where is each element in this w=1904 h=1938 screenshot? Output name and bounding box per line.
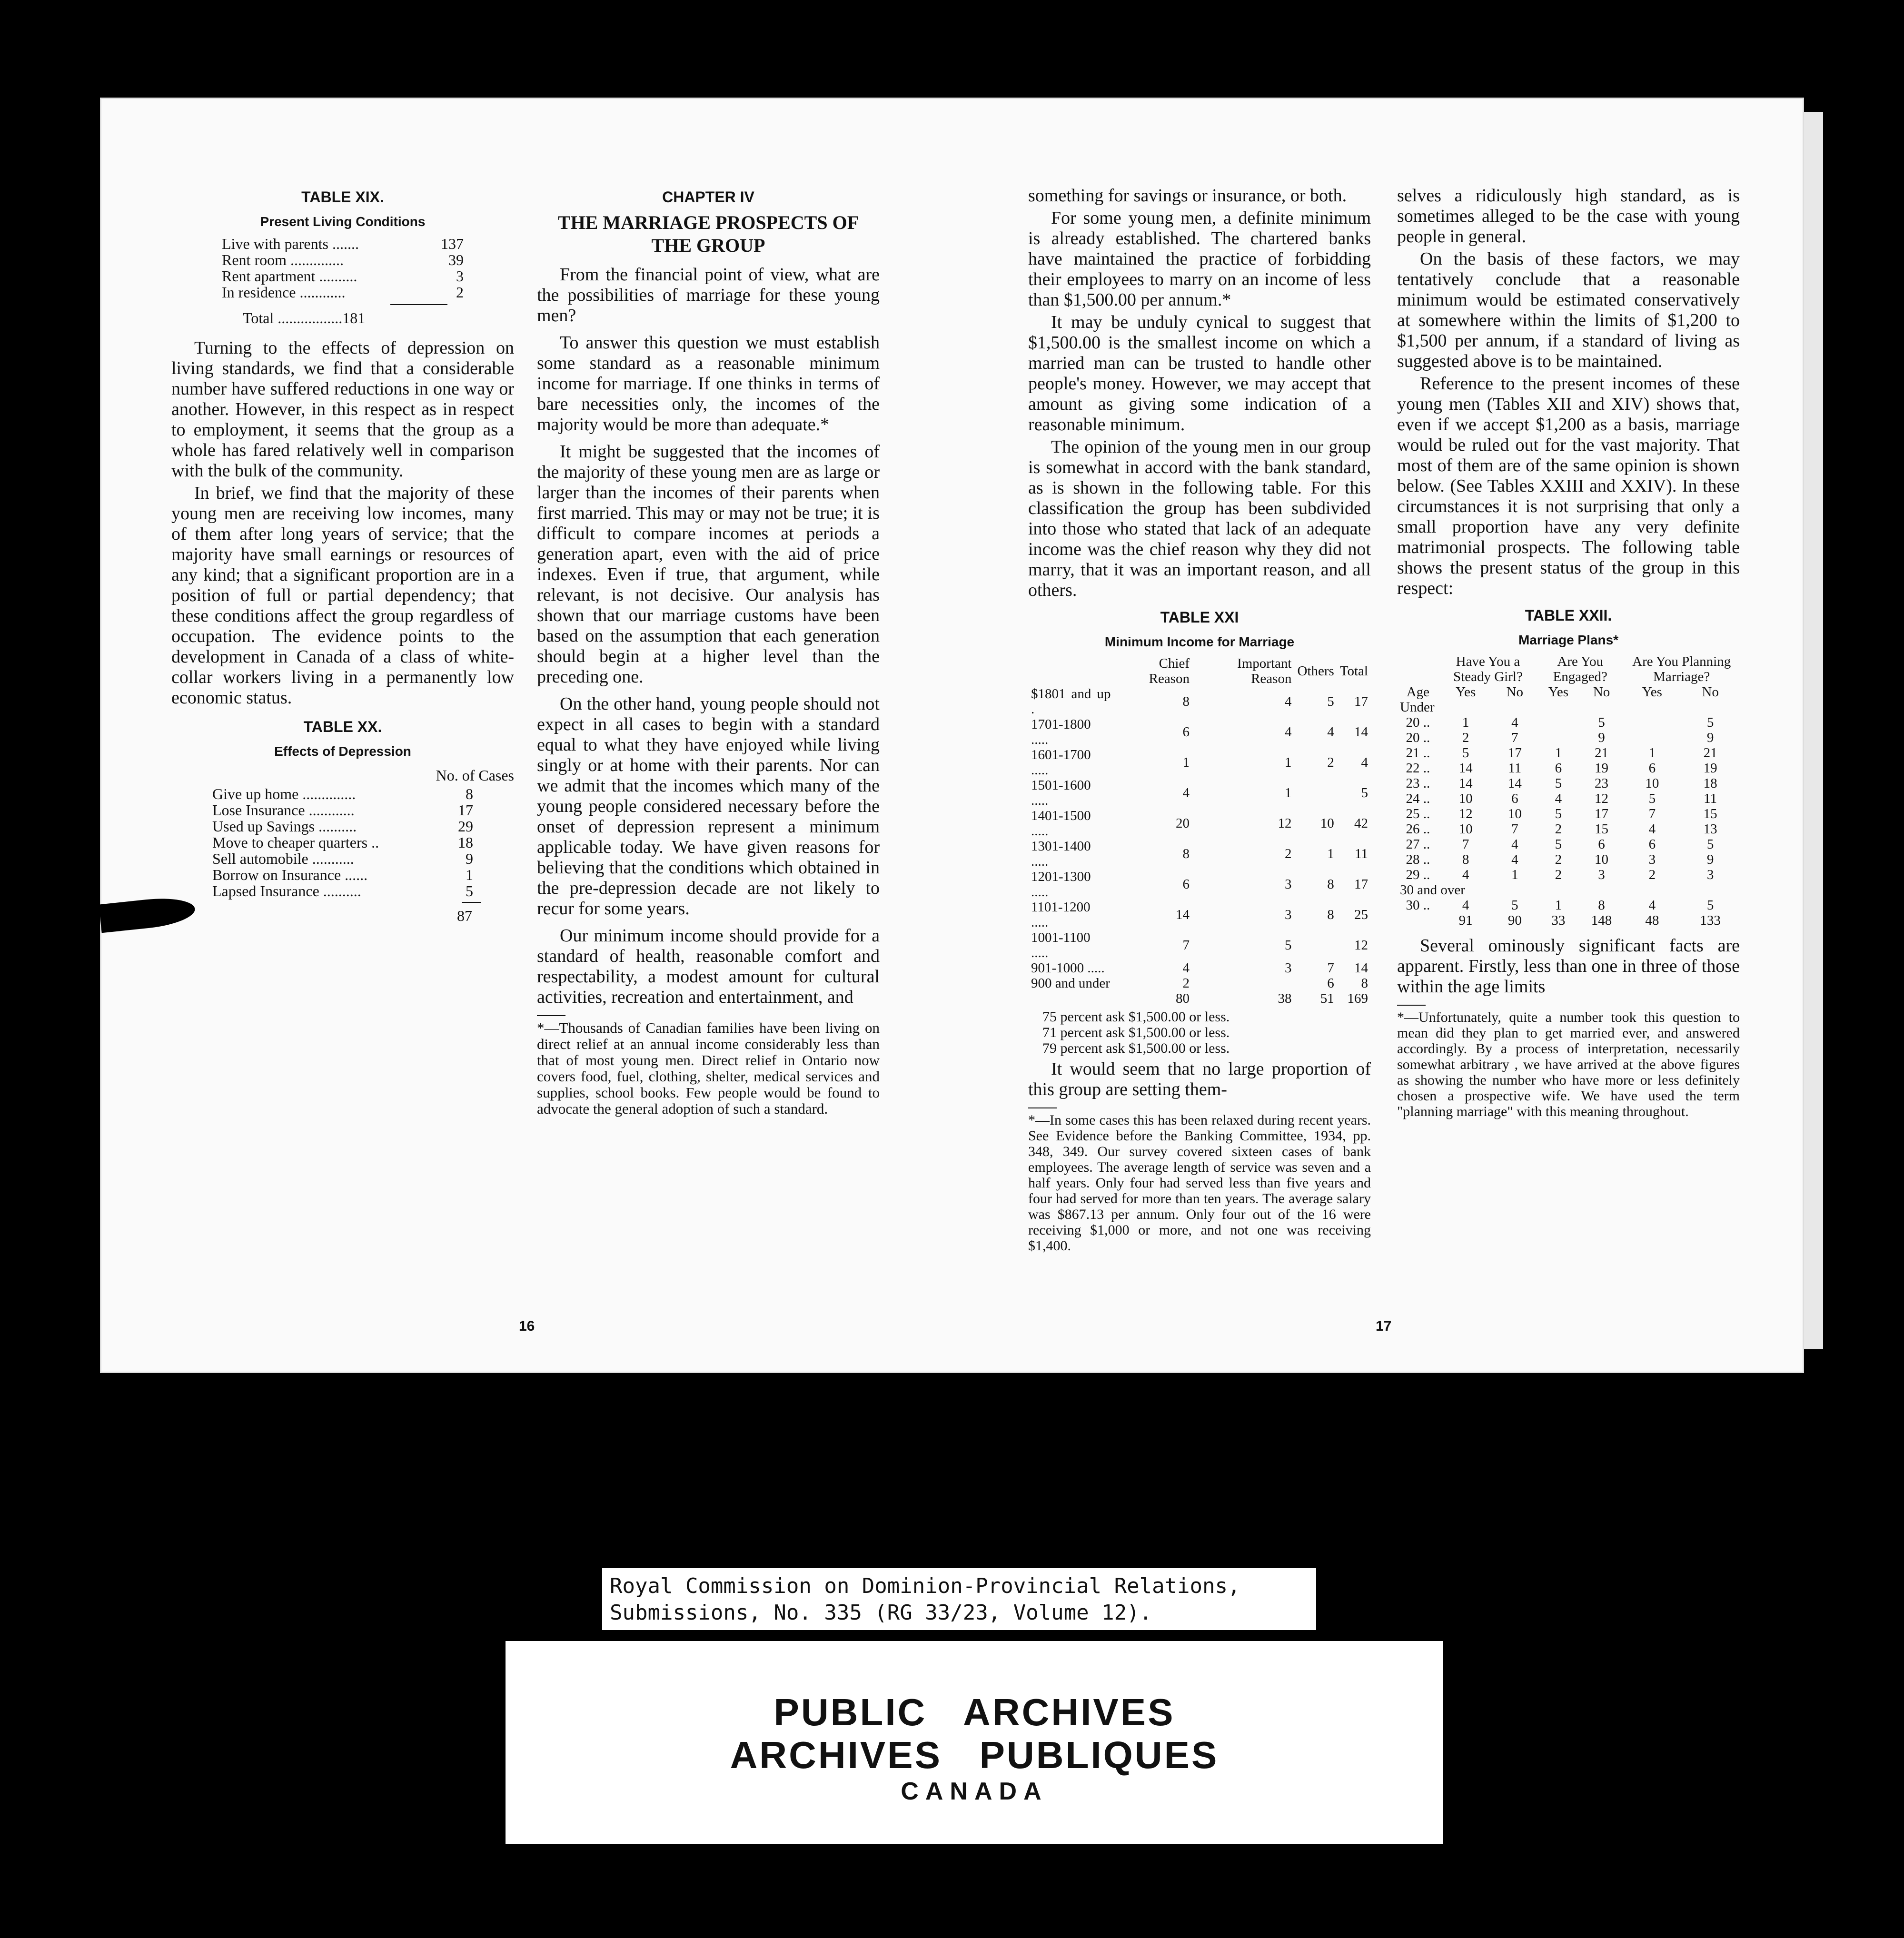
table-row	[1397, 761, 1740, 776]
cell: 4	[1648, 821, 1656, 837]
table-row	[1397, 867, 1740, 882]
paragraph: It might be suggested that the incomes of the majority of these young men are as large or larger than the incomes of their parents when first married. This may or may not be true; it is difficult to compare incomes at periods a generation apart, even with the aid of price indexes. Even if true, that argument, while relevant, is not decisive. Our analysis has shown that our marriage customs have been based on the assumption that each generation should begin at a higher level than the preceding one.	[537, 442, 880, 687]
cell: 11	[1355, 846, 1368, 861]
cell: 4	[1182, 785, 1190, 801]
cell: 6	[1511, 791, 1518, 806]
archive-label-strip	[602, 1568, 1316, 1630]
paragraph: In brief, we find that the majority of these young men are receiving low incomes, many of them after long years of service; that the majority have small earnings or resources of any kind; that a significant proportion are in a position of full or partial dependency; that these conditions affect the group regardless of occupation. The evidence points to the development in Canada of a class of white-collar workers living in a permanently low economic status.	[171, 483, 514, 708]
cell: 10	[1595, 852, 1609, 867]
cell: 5	[1327, 694, 1334, 709]
paragraph: something for savings or insurance, or both.	[1028, 186, 1347, 206]
table-row	[1397, 821, 1740, 837]
cell: 7	[1511, 730, 1518, 745]
column-header: No	[1506, 684, 1524, 700]
row-value: 17	[458, 801, 473, 819]
table-row	[1028, 930, 1371, 960]
cell: 1	[1182, 755, 1190, 770]
row-label: 1601-1700 .....	[1031, 747, 1091, 778]
group-header: Are You Planning Marriage?	[1632, 654, 1731, 684]
table-row	[1397, 700, 1740, 715]
row-label: Rent apartment ..........	[222, 267, 357, 285]
group-header: Have You a Steady Girl?	[1453, 654, 1523, 684]
archives-stamp	[506, 1641, 1443, 1844]
row-label: Lose Insurance ............	[212, 801, 355, 819]
cell: 14	[1354, 960, 1368, 976]
table-row	[1028, 778, 1371, 808]
cell: 5	[1598, 715, 1605, 730]
table-row	[1028, 686, 1371, 717]
row-value: 18	[458, 834, 473, 851]
table-note: 75 percent ask $1,500.00 or less.	[1042, 1009, 1230, 1025]
cell: 4	[1511, 837, 1518, 852]
footnote-rule	[537, 1015, 565, 1016]
cell: 17	[1595, 806, 1609, 821]
cell: 5	[1361, 785, 1368, 801]
cell: 5	[1555, 776, 1562, 791]
column-header: Yes	[1642, 684, 1662, 700]
paragraph: From the financial point of view, what are the possibilities of marriage for these young men?	[537, 265, 880, 326]
cell: 4	[1462, 898, 1469, 913]
cell: 7	[1327, 960, 1334, 976]
footnote-text: *—In some cases this has been relaxed during recent years. See Evidence before the Banking Committee, 1934, pp. 348, 349. Our survey covered sixteen cases of bank employees. The average length of service was seven and a half years. Only four had served less than five years and four had served for more than ten years. The average salary was $867.13 per annum. Only four out of the 16 were receiving $1,000 or more, and not one was receiving $1,400.	[1028, 1112, 1371, 1254]
cell: 42	[1354, 816, 1368, 831]
row-label: 22 ..	[1406, 761, 1430, 776]
cell: 1	[1648, 745, 1656, 761]
row-label: Borrow on Insurance ......	[212, 866, 368, 883]
footnote-rule	[1028, 1107, 1057, 1108]
cell: 5	[1648, 791, 1656, 806]
row-label: 1001-1100 .....	[1031, 930, 1091, 960]
table-row	[1028, 900, 1371, 930]
table-22-subtitle: Marriage Plans*	[1518, 633, 1619, 647]
table-row	[1397, 776, 1740, 791]
cell: 6	[1182, 724, 1190, 740]
cell: 21	[1595, 745, 1609, 761]
row-label: 900 and under	[1031, 976, 1110, 991]
table-note: 79 percent ask $1,500.00 or less.	[1042, 1040, 1230, 1056]
cell: 3	[1706, 867, 1714, 882]
row-label: 25 ..	[1406, 806, 1430, 821]
row-label: 20 ..	[1406, 730, 1430, 745]
row-label: 28 ..	[1406, 852, 1430, 867]
row-label: In residence ............	[222, 284, 346, 301]
row-label: Move to cheaper quarters ..	[212, 834, 379, 851]
table-row	[219, 252, 466, 268]
paragraph: For some young men, a definite minimum is already established. The chartered banks have maintained the practice of forbidding their employees to marry on an income of less than $1,500.00 per annum.*	[1028, 208, 1371, 310]
cell: 2	[1327, 755, 1334, 770]
table-row	[209, 818, 476, 834]
cell: 4	[1182, 960, 1190, 976]
cell: 12	[1595, 791, 1609, 806]
table-19-subtitle: Present Living Conditions	[260, 214, 426, 229]
table-20-column-header: No. of Cases	[436, 767, 514, 784]
cell: 10	[1645, 776, 1659, 791]
cell: 4	[1284, 694, 1292, 709]
cell: 5	[1555, 837, 1562, 852]
cell: 19	[1703, 761, 1717, 776]
archive-label-line-1: Royal Commission on Dominion-Provincial Relations,	[610, 1574, 1240, 1598]
table-row	[1397, 730, 1740, 745]
cell: 10	[1458, 821, 1473, 837]
row-label: Lapsed Insurance ..........	[212, 882, 361, 900]
cell: 3	[1598, 867, 1605, 882]
cell: 23	[1595, 776, 1609, 791]
cell: 10	[1458, 791, 1473, 806]
cell: 4	[1462, 867, 1469, 882]
cell: 14	[1458, 776, 1473, 791]
row-label: 1101-1200 .....	[1031, 900, 1091, 930]
column-header: Others	[1297, 663, 1334, 679]
row-label: 29 ..	[1406, 867, 1430, 882]
table-21-notes	[1042, 1009, 1371, 1056]
column-header: Important Reason	[1237, 656, 1292, 686]
column-header: Yes	[1548, 684, 1568, 700]
table-row	[1028, 808, 1371, 839]
cell: 2	[1182, 976, 1190, 991]
cell: 17	[1507, 745, 1522, 761]
total-cell: 51	[1320, 991, 1334, 1006]
row-label: $1801 and up .	[1031, 686, 1111, 717]
cell: 7	[1182, 938, 1190, 953]
cell: 4	[1511, 715, 1518, 730]
cell: 3	[1284, 960, 1292, 976]
table-row	[1397, 837, 1740, 852]
cell: 3	[1284, 907, 1292, 922]
cell: 8	[1598, 898, 1605, 913]
stamp-line-2: ARCHIVES PUBLIQUES	[730, 1734, 1219, 1776]
cell: 5	[1706, 715, 1714, 730]
column-header: Age	[1406, 684, 1430, 700]
cell: 13	[1703, 821, 1717, 837]
paragraph: Several ominously significant facts are apparent. Firstly, less than one in three of those within the age limits	[1397, 936, 1740, 997]
column-header	[1028, 656, 1113, 686]
cell: 4	[1648, 898, 1656, 913]
paragraph: Reference to the present incomes of these young men (Tables XII and XIV) shows that, even if we accept $1,200 as a basis, marriage would be ruled out for the vast majority. That most of them are of the same opinion is shown below. (See Tables XXIII and XXIV). In these circumstances it is not surprising that only a small proportion have any very definite matrimonial prospects. The following table shows the present status of the group in this respect:	[1397, 374, 1740, 598]
table-row	[1397, 791, 1740, 806]
cell: 19	[1595, 761, 1609, 776]
table-row	[1397, 745, 1740, 761]
row-label: Live with parents .......	[222, 235, 359, 252]
cell: 14	[1507, 776, 1522, 791]
row-value: 5	[466, 882, 473, 900]
stamp-line-3: CANADA	[901, 1778, 1048, 1805]
table-22	[1397, 654, 1740, 928]
table-row	[209, 786, 476, 802]
cell: 2	[1555, 867, 1562, 882]
cell: 25	[1354, 907, 1368, 922]
table-row	[1397, 882, 1740, 898]
cell: 12	[1458, 806, 1473, 821]
column-header: Chief Reason	[1149, 656, 1190, 686]
cell: 4	[1327, 724, 1334, 740]
cell: 2	[1555, 821, 1562, 837]
table-19-total	[243, 308, 514, 328]
footnote	[537, 1015, 880, 1117]
right-page-column-2	[1397, 186, 1740, 1119]
total-cell: 148	[1591, 913, 1612, 928]
total-cell: 33	[1551, 913, 1566, 928]
footnote-rule	[1397, 1005, 1426, 1006]
table-21	[1028, 656, 1371, 1006]
table-row	[219, 268, 466, 284]
row-label: 1301-1400 .....	[1031, 839, 1091, 869]
table-row	[1397, 852, 1740, 867]
row-label: Sell automobile ...........	[212, 850, 354, 867]
paragraph: selves a ridiculously high standard, as is sometimes alleged to be the case with young people in general.	[1397, 186, 1740, 247]
table-row	[1397, 806, 1740, 821]
cell: 17	[1354, 877, 1368, 892]
table-row	[1028, 976, 1371, 991]
table-21-title: TABLE XXI	[1160, 609, 1239, 626]
cell: 7	[1648, 806, 1656, 821]
table-row	[209, 867, 476, 883]
cell	[1537, 715, 1580, 730]
table-19	[219, 236, 466, 300]
cell: 6	[1182, 877, 1190, 892]
cell: 8	[1361, 976, 1368, 991]
book-spread	[100, 98, 1804, 1373]
row-label: 30 and over	[1400, 882, 1465, 898]
row-label: Used up Savings ..........	[212, 818, 357, 835]
total-cell: 133	[1700, 913, 1721, 928]
cell: 10	[1320, 816, 1334, 831]
cell	[1623, 730, 1681, 745]
group-header: Are You Engaged?	[1553, 654, 1607, 684]
total-cell	[1397, 913, 1439, 928]
cell: 5	[1555, 806, 1562, 821]
row-label: 27 ..	[1406, 837, 1430, 852]
paragraph: Turning to the effects of depression on living standards, we find that a considerable number have suffered reductions in one way or another. However, in this respect as in respect to employment, it seems that the group as a whole has fared relatively well in comparison with the bulk of the community.	[171, 338, 514, 481]
cell: 8	[1182, 694, 1190, 709]
cell: 5	[1511, 898, 1518, 913]
cell: 8	[1327, 877, 1334, 892]
total-cell: 90	[1507, 913, 1522, 928]
right-page-column-1	[1028, 186, 1371, 1254]
cell: 1	[1462, 715, 1469, 730]
cell: 3	[1284, 877, 1292, 892]
paragraph: To answer this question we must establish some standard as a reasonable minimum income for marriage. If one thinks in terms of bare necessities only, the incomes of the majority would be more than adequate.*	[537, 333, 880, 435]
footnote	[1028, 1107, 1371, 1254]
table-19-total-label: Total .................	[243, 309, 343, 326]
row-label: 21 ..	[1406, 745, 1430, 761]
archive-label-line-2: Submissions, No. 335 (RG 33/23, Volume 12).	[610, 1601, 1152, 1625]
cell: 21	[1703, 745, 1717, 761]
table-22-title: TABLE XXII.	[1525, 607, 1612, 624]
cell: 10	[1507, 806, 1522, 821]
cell: 9	[1706, 730, 1714, 745]
table-20-total: 87	[457, 907, 472, 924]
table-row	[219, 236, 466, 252]
row-label: Under	[1400, 700, 1435, 715]
cell: 2	[1284, 846, 1292, 861]
row-label: 30 ..	[1406, 898, 1430, 913]
cell: 6	[1327, 976, 1334, 991]
cell: 11	[1704, 791, 1717, 806]
paragraph: It would seem that no large proportion of this group are setting them-	[1028, 1059, 1371, 1099]
cell: 9	[1706, 852, 1714, 867]
cell: 1	[1284, 755, 1292, 770]
table-row	[1028, 747, 1371, 778]
cell: 9	[1598, 730, 1605, 745]
cell: 6	[1648, 761, 1656, 776]
cell: 6	[1598, 837, 1605, 852]
column-header: No	[1702, 684, 1719, 700]
cell: 1	[1284, 785, 1292, 801]
total-cell	[1028, 991, 1113, 1006]
cell	[1623, 715, 1681, 730]
table-20	[209, 786, 476, 899]
cell: 12	[1354, 938, 1368, 953]
cell: 18	[1703, 776, 1717, 791]
row-value: 3	[456, 267, 464, 285]
cell: 5	[1462, 745, 1469, 761]
row-label: 24 ..	[1406, 791, 1430, 806]
table-21-subtitle: Minimum Income for Marriage	[1104, 634, 1295, 649]
cell: 6	[1555, 761, 1562, 776]
cell: 1	[1555, 898, 1562, 913]
group-header-spacer	[1397, 654, 1439, 684]
left-page-column-2	[537, 183, 880, 1117]
row-value: 1	[466, 866, 473, 883]
row-label: Give up home ..............	[212, 785, 356, 802]
page-number-16: 16	[519, 1318, 535, 1334]
cell	[1192, 976, 1294, 991]
table-row	[1397, 898, 1740, 913]
row-value: 2	[456, 284, 464, 301]
table-row	[209, 850, 476, 867]
stamp-line-1: PUBLIC ARCHIVES	[774, 1691, 1175, 1733]
cell: 4	[1511, 852, 1518, 867]
row-value: 29	[458, 818, 473, 835]
cell	[1294, 930, 1337, 960]
cell: 14	[1458, 761, 1473, 776]
cell: 5	[1706, 898, 1714, 913]
table-20-total-rule	[462, 902, 481, 903]
cell: 17	[1354, 694, 1368, 709]
cell: 1	[1327, 846, 1334, 861]
table-19-total-rule	[390, 304, 447, 305]
paragraph: Our minimum income should provide for a standard of health, reasonable comfort and respectability, a modest amount for cultural activities, recreation and entertainment, and	[537, 926, 880, 1007]
table-row	[1028, 839, 1371, 869]
table-20-title: TABLE XX.	[303, 718, 382, 735]
cell: 4	[1284, 724, 1292, 740]
cell: 2	[1648, 867, 1656, 882]
row-label: 1501-1600 .....	[1031, 778, 1091, 808]
row-label: Rent room ..............	[222, 251, 344, 268]
row-value: 137	[441, 235, 464, 252]
cell	[1537, 730, 1580, 745]
row-value: 9	[466, 850, 473, 867]
cell: 8	[1462, 852, 1469, 867]
footnote-text: *—Thousands of Canadian families have been living on direct relief at an annual income considerably less than that of most young men. Direct relief in Ontario now covers food, fuel, clothing, shelter, medical services and supplies, school books. Few people would be found to advocate the general adoption of such a standard.	[537, 1019, 880, 1117]
table-row	[219, 284, 466, 300]
row-label: 1701-1800 .....	[1031, 717, 1091, 747]
paragraph: On the other hand, young people should not expect in all cases to begin with a standard equal to what they have enjoyed while living singly or at home with their parents. Nor can we admit that the incomes which many of the young people considered necessary before the onset of depression represent a minimum applicable today. We have given reasons for believing that the conditions which obtained in the pre-depression decade are not likely to recur for some years.	[537, 694, 880, 919]
table-row	[1028, 869, 1371, 900]
paragraph: On the basis of these factors, we may tentatively conclude that a reasonable minimum would be estimated conservatively at somewhere within the limits of $1,200 to $1,500 per annum, if a standard of living as suggested above is to be maintained.	[1397, 249, 1740, 371]
cell: 4	[1361, 755, 1368, 770]
cell: 12	[1278, 816, 1292, 831]
cell: 15	[1703, 806, 1717, 821]
left-page-column-1	[171, 183, 514, 926]
row-value: 39	[448, 251, 464, 268]
cell: 14	[1176, 907, 1190, 922]
row-label: 26 ..	[1406, 821, 1430, 837]
cell: 2	[1462, 730, 1469, 745]
column-header: No	[1593, 684, 1610, 700]
cell	[1294, 778, 1337, 808]
cell: 6	[1648, 837, 1656, 852]
cell: 20	[1176, 816, 1190, 831]
table-row	[1397, 715, 1740, 730]
cell: 8	[1182, 846, 1190, 861]
chapter-label: CHAPTER IV	[662, 188, 754, 206]
row-value: 8	[466, 785, 473, 802]
row-label: 20 ..	[1406, 715, 1430, 730]
page-number-17: 17	[1376, 1318, 1392, 1334]
total-cell: 91	[1458, 913, 1473, 928]
footnote-text: *—Unfortunately, quite a number took this question to mean did they plan to get married ever, and answered accordingly. By a process of interpretation, necessarily somewhat arbitrary , we have arrived at the above figures as showing the number who have more or less definitely chosen a prospective wife. We have used the term "planning marriage" with this meaning throughout.	[1397, 1009, 1740, 1119]
cell: 15	[1595, 821, 1609, 837]
cell: 1	[1555, 745, 1562, 761]
table-note: 71 percent ask $1,500.00 or less.	[1042, 1025, 1230, 1040]
total-cell: 169	[1347, 991, 1368, 1006]
table-19-total-value: 181	[342, 309, 366, 326]
cell: 5	[1284, 938, 1292, 953]
total-cell: 48	[1645, 913, 1659, 928]
table-row	[1028, 960, 1371, 976]
cell: 3	[1648, 852, 1656, 867]
row-label: 23 ..	[1406, 776, 1430, 791]
row-label: 1401-1500 .....	[1031, 808, 1091, 839]
total-cell: 38	[1278, 991, 1292, 1006]
table-row	[209, 834, 476, 850]
table-row	[209, 883, 476, 899]
table-row	[209, 802, 476, 818]
cell: 14	[1354, 724, 1368, 740]
cell: 8	[1327, 907, 1334, 922]
cell: 4	[1555, 791, 1562, 806]
table-row	[1028, 717, 1371, 747]
table-20-subtitle: Effects of Depression	[274, 744, 411, 759]
total-cell: 80	[1176, 991, 1190, 1006]
chapter-title: THE MARRIAGE PROSPECTS OF THE GROUP	[557, 212, 859, 256]
paragraph: The opinion of the young men in our group is somewhat in accord with the bank standard, as is shown in the following table. For this classification the group has been subdivided into those who stated that lack of an adequate income was the chief reason why they did not marry, that it was an important reason, and all others.	[1028, 437, 1371, 600]
cell: 7	[1511, 821, 1518, 837]
paragraph: It may be unduly cynical to suggest that $1,500.00 is the smallest income on which a married man can be trusted to handle other people's money. However, we may accept that amount as giving some indication of a reasonable minimum.	[1028, 312, 1371, 435]
cell: 5	[1706, 837, 1714, 852]
cell: 1	[1511, 867, 1518, 882]
column-header: Yes	[1456, 684, 1476, 700]
cell: 11	[1508, 761, 1522, 776]
cell: 2	[1555, 852, 1562, 867]
column-header: Total	[1339, 663, 1368, 679]
table-19-title: TABLE XIX.	[301, 188, 384, 206]
row-label: 1201-1300 .....	[1031, 869, 1091, 900]
footnote	[1397, 1005, 1740, 1119]
cell: 7	[1462, 837, 1469, 852]
row-label: 901-1000 .....	[1031, 960, 1105, 976]
